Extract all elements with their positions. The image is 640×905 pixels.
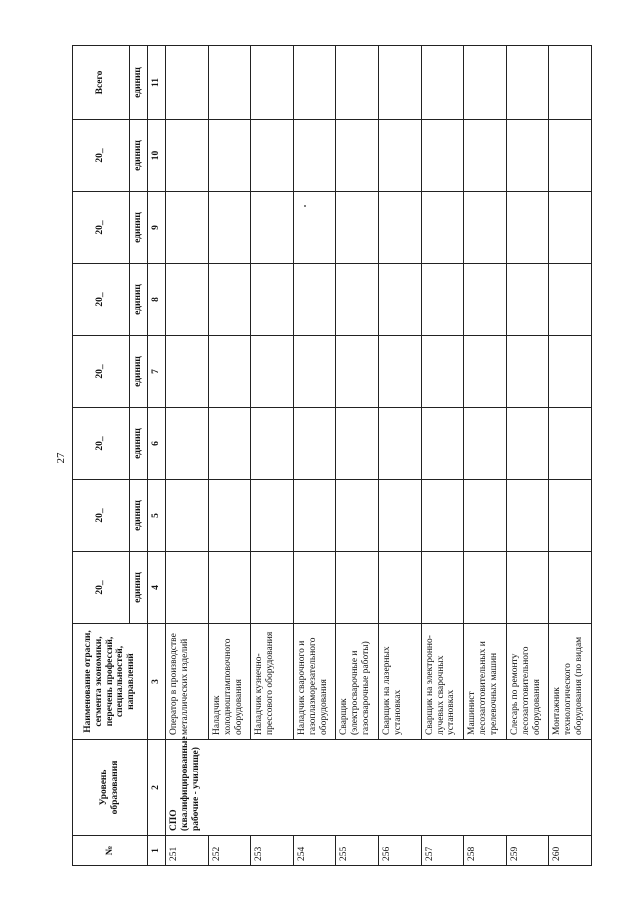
- row-number: 252: [208, 836, 251, 866]
- table-row: [166, 46, 209, 866]
- row-number: 259: [506, 836, 549, 866]
- header-year: 20_: [73, 408, 130, 480]
- column-index: 2: [148, 740, 166, 836]
- row-number: 255: [336, 836, 379, 866]
- header-units: единиц: [129, 336, 147, 408]
- row-number: 253: [251, 836, 294, 866]
- column-index: 1: [148, 836, 166, 866]
- row-number: 251: [166, 836, 209, 866]
- row-name: Оператор в производстве металлических изделий: [166, 624, 209, 740]
- header-total: Всего: [73, 46, 130, 120]
- page-number: 27: [55, 452, 67, 464]
- header-units: единиц: [129, 192, 147, 264]
- row-name: Сварщик на электронно-лучевых сварочных установках: [421, 624, 464, 740]
- row-name: Наладчик кузнечно-прессового оборудования: [251, 624, 294, 740]
- header-year: 20_: [73, 480, 130, 552]
- column-index: 7: [148, 336, 166, 408]
- header-units: единиц: [129, 264, 147, 336]
- row-name: Наладчик холодноштамповочного оборудования: [208, 624, 251, 740]
- column-index: 3: [148, 624, 166, 740]
- header-year: 20_: [73, 336, 130, 408]
- row-name: Машинист лесозаготовительных и трелевочных машин: [464, 624, 507, 740]
- header-year: 20_: [73, 192, 130, 264]
- header-units: единиц: [129, 408, 147, 480]
- row-number: 258: [464, 836, 507, 866]
- header-units: единиц: [129, 120, 147, 192]
- column-index: 8: [148, 264, 166, 336]
- row-name: Слесарь по ремонту лесозаготовительного оборудования: [506, 624, 549, 740]
- row-name: Наладчик сварочного и газоплазморезательного оборудования: [293, 624, 336, 740]
- header-num: №: [73, 836, 148, 866]
- row-name: Монтажник технологического оборудования (по видам: [549, 624, 592, 740]
- row-number: 257: [421, 836, 464, 866]
- row-name: Сварщик на лазерных установках: [379, 624, 422, 740]
- column-index: 5: [148, 480, 166, 552]
- data-table: [72, 45, 592, 866]
- header-units: единиц: [129, 480, 147, 552]
- column-index: 9: [148, 192, 166, 264]
- column-index: 10: [148, 120, 166, 192]
- row-number: 260: [549, 836, 592, 866]
- row-name: Сварщик (электросварочные и газосварочные работы): [336, 624, 379, 740]
- row-number: 256: [379, 836, 422, 866]
- education-level: СПО (квалифицированные рабочие - училище): [166, 740, 592, 836]
- column-index: 11: [148, 46, 166, 120]
- row-number: 254: [293, 836, 336, 866]
- column-index: 6: [148, 408, 166, 480]
- header-year: 20_: [73, 120, 130, 192]
- header-year: 20_: [73, 552, 130, 624]
- header-name: Наименование отрасли, сегмента экономики, перечень профессий, специальностей, направлений: [73, 624, 148, 740]
- header-level: Уровень образования: [73, 740, 148, 836]
- header-units: единиц: [129, 552, 147, 624]
- header-year: 20_: [73, 264, 130, 336]
- header-units: единиц: [129, 46, 147, 120]
- column-index: 4: [148, 552, 166, 624]
- rotated-table-container: [72, 46, 592, 866]
